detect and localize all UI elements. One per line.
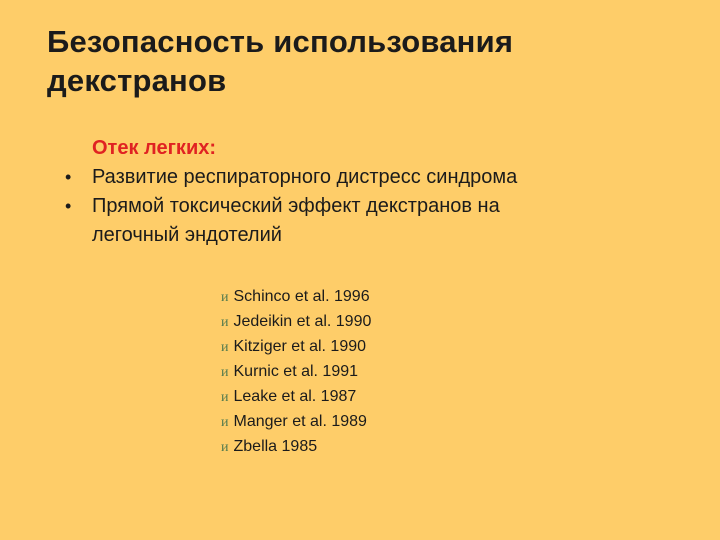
citation-marker-icon: и (221, 340, 229, 355)
citation-item (221, 435, 371, 460)
citation-marker-icon: и (221, 440, 229, 455)
bullet-text: Развитие респираторного дистресс синдрома (92, 166, 518, 188)
bullet-item (63, 163, 572, 192)
bullet-dot-icon: • (65, 196, 72, 216)
citation-text: Zbella 1985 (233, 438, 318, 455)
bullet-text: Прямой токсический эффект декстранов на легочный эндотелий (92, 195, 500, 246)
slide-title-line-1: Безопасность использования (47, 24, 514, 59)
citation-text: Manger et al. 1989 (233, 413, 367, 430)
citation-text: Kurnic et al. 1991 (233, 363, 359, 380)
slide-title-line-2: декстранов (47, 63, 227, 98)
citation-item (221, 385, 371, 410)
bullet-item (63, 192, 572, 250)
citation-marker-icon: и (221, 415, 229, 430)
bullet-dot-icon: • (65, 167, 72, 187)
citation-list (221, 285, 371, 460)
citation-item (221, 410, 371, 435)
section-heading: Отек легких: (92, 137, 217, 159)
citation-text: Kitziger et al. 1990 (233, 338, 367, 355)
citation-marker-icon: и (221, 365, 229, 380)
slide-title (47, 22, 667, 100)
citation-item (221, 335, 371, 360)
citation-marker-icon: и (221, 390, 229, 405)
citation-item (221, 360, 371, 385)
citation-text: Schinco et al. 1996 (233, 288, 370, 305)
slide-body (63, 134, 593, 250)
citation-text: Jedeikin et al. 1990 (233, 313, 372, 330)
citation-item (221, 285, 371, 310)
citation-marker-icon: и (221, 290, 229, 305)
citation-item (221, 310, 371, 335)
citation-text: Leake et al. 1987 (233, 388, 357, 405)
citation-marker-icon: и (221, 315, 229, 330)
